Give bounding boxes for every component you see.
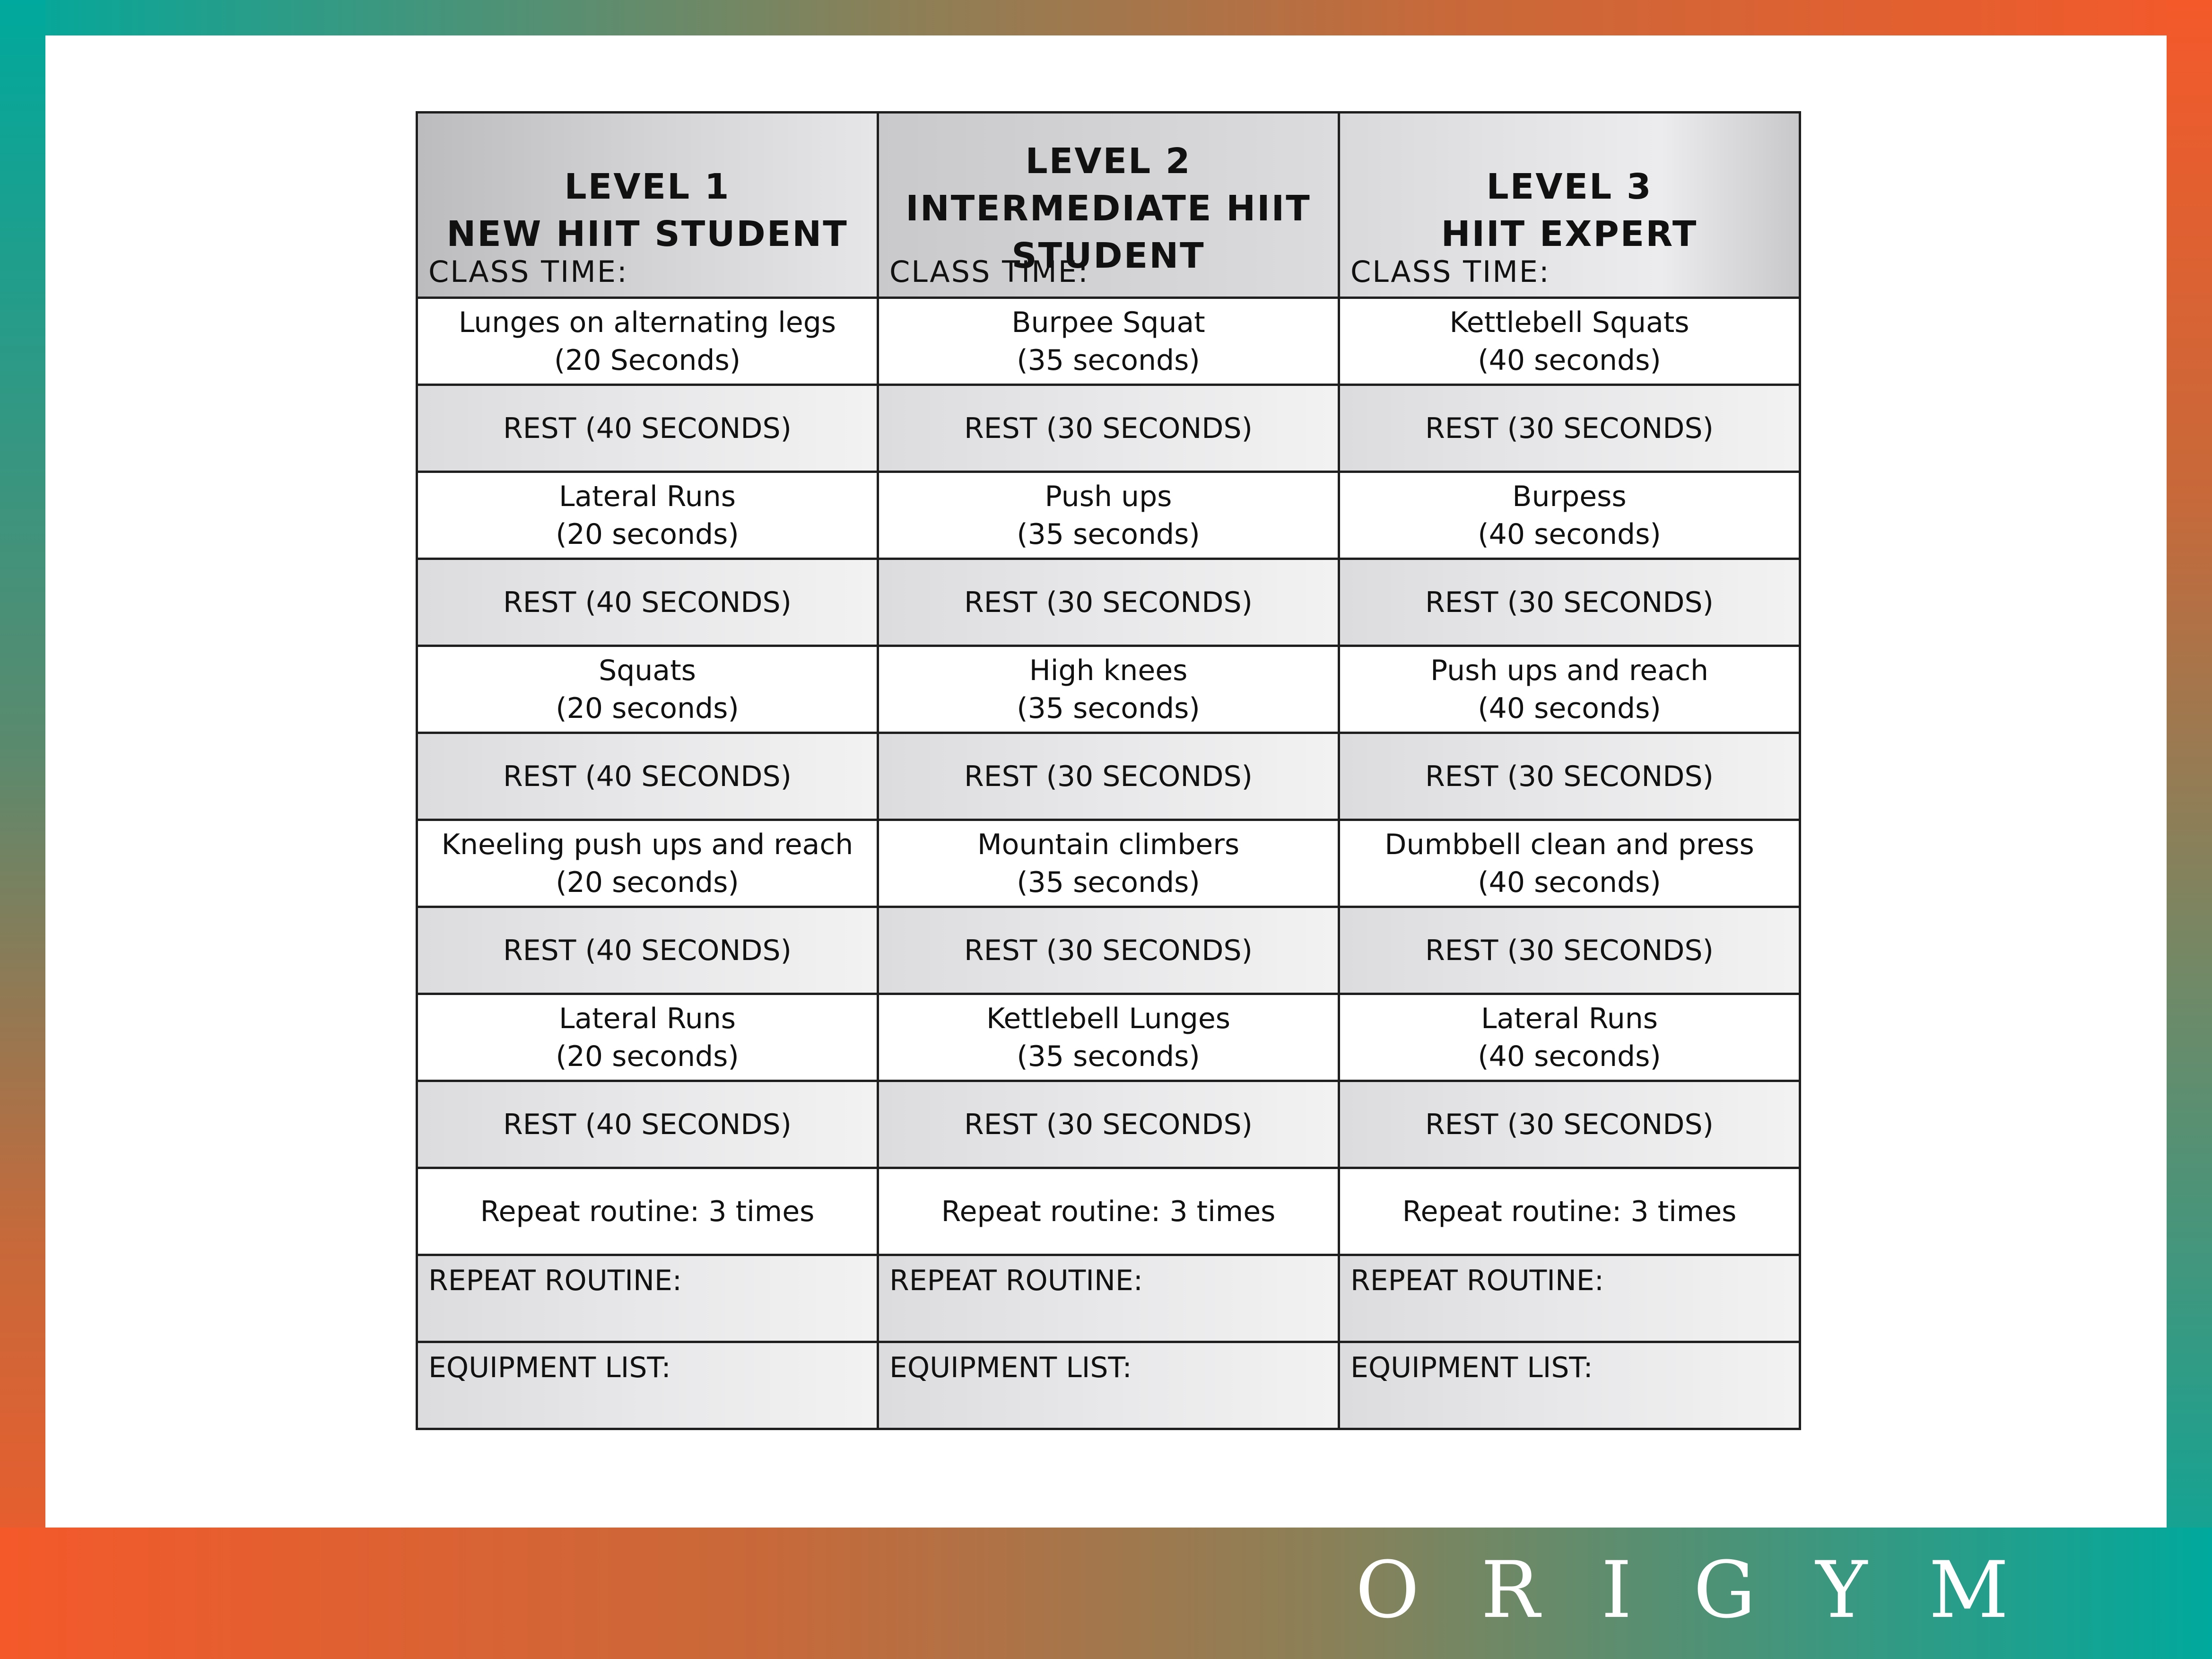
- repeat-routine-label-cell: [878, 1255, 1339, 1342]
- exercise-cell: [1339, 298, 1800, 385]
- header-level-3: [1339, 113, 1800, 298]
- rest-cell: REST (30 SECONDS): [878, 907, 1339, 994]
- rest-cell: REST (40 SECONDS): [417, 559, 878, 646]
- exercise-cell: [417, 820, 878, 907]
- exercise-name: Push ups and reach: [1430, 654, 1708, 687]
- exercise-cell: [1339, 994, 1800, 1081]
- header-title-line: NEW HIIT STUDENT: [446, 213, 848, 254]
- rest-cell: REST (30 SECONDS): [1339, 907, 1800, 994]
- exercise-name: Squats: [599, 654, 696, 687]
- table-row: [417, 820, 1800, 907]
- exercise-duration: (20 seconds): [556, 865, 739, 899]
- exercise-cell: [878, 472, 1339, 559]
- header-title-line: LEVEL 1: [564, 166, 731, 207]
- exercise-name: Lunges on alternating legs: [458, 306, 836, 339]
- exercise-cell: [1339, 646, 1800, 733]
- exercise-name: Kettlebell Squats: [1449, 306, 1689, 339]
- exercise-cell: [417, 646, 878, 733]
- table-row: [417, 907, 1800, 994]
- exercise-duration: (35 seconds): [1017, 343, 1200, 377]
- exercise-duration: (40 seconds): [1478, 865, 1661, 899]
- equipment-list-label: EQUIPMENT LIST:: [428, 1351, 671, 1384]
- table-row: [417, 1168, 1800, 1255]
- repeat-routine-label: REPEAT ROUTINE:: [428, 1264, 682, 1297]
- header-title-line: STUDENT: [1011, 235, 1205, 276]
- exercise-cell: [878, 994, 1339, 1081]
- repeat-cell: Repeat routine: 3 times: [878, 1168, 1339, 1255]
- table-row: [417, 385, 1800, 472]
- exercise-name: Push ups: [1045, 480, 1172, 513]
- gradient-frame-left: [0, 0, 45, 1659]
- exercise-cell: [1339, 472, 1800, 559]
- exercise-duration: (40 seconds): [1478, 691, 1661, 725]
- header-title-line: INTERMEDIATE HIIT: [906, 188, 1311, 229]
- exercise-name: Burpee Squat: [1011, 306, 1205, 339]
- table-row: [417, 646, 1800, 733]
- exercise-duration: (35 seconds): [1017, 865, 1200, 899]
- exercise-duration: (35 seconds): [1017, 517, 1200, 551]
- rest-cell: REST (30 SECONDS): [1339, 385, 1800, 472]
- header-level-2: [878, 113, 1339, 298]
- repeat-routine-label: REPEAT ROUTINE:: [1350, 1264, 1604, 1297]
- rest-cell: REST (40 SECONDS): [417, 733, 878, 820]
- repeat-cell: Repeat routine: 3 times: [1339, 1168, 1800, 1255]
- exercise-cell: [878, 646, 1339, 733]
- table-row: [417, 1255, 1800, 1342]
- repeat-routine-label: REPEAT ROUTINE:: [889, 1264, 1143, 1297]
- header-title-line: LEVEL 2: [1025, 140, 1192, 182]
- header-level-1: [417, 113, 878, 298]
- origym-logo: ORIGYM: [1355, 1545, 2070, 1635]
- rest-cell: REST (30 SECONDS): [1339, 1081, 1800, 1168]
- exercise-cell: [417, 472, 878, 559]
- exercise-duration: (40 seconds): [1478, 343, 1661, 377]
- equipment-list-label: EQUIPMENT LIST:: [1350, 1351, 1593, 1384]
- class-time-label: CLASS TIME:: [428, 254, 628, 289]
- exercise-cell: [878, 820, 1339, 907]
- repeat-routine-label-cell: [1339, 1255, 1800, 1342]
- exercise-name: Kneeling push ups and reach: [441, 828, 853, 861]
- exercise-name: Lateral Runs: [558, 480, 736, 513]
- equipment-list-label-cell: [417, 1342, 878, 1429]
- exercise-name: Lateral Runs: [1480, 1002, 1658, 1035]
- hiit-routine-table: [416, 111, 1801, 1430]
- exercise-name: Kettlebell Lunges: [986, 1002, 1230, 1035]
- exercise-duration: (20 seconds): [556, 1039, 739, 1073]
- exercise-cell: [1339, 820, 1800, 907]
- header-title-line: LEVEL 3: [1486, 166, 1653, 207]
- exercise-duration: (35 seconds): [1017, 691, 1200, 725]
- exercise-name: Dumbbell clean and press: [1385, 828, 1754, 861]
- exercise-duration: (20 seconds): [556, 517, 739, 551]
- equipment-list-label-cell: [878, 1342, 1339, 1429]
- table-row: [417, 1342, 1800, 1429]
- rest-cell: REST (40 SECONDS): [417, 1081, 878, 1168]
- exercise-duration: (40 seconds): [1478, 517, 1661, 551]
- exercise-duration: (40 seconds): [1478, 1039, 1661, 1073]
- exercise-cell: [878, 298, 1339, 385]
- class-time-label: CLASS TIME:: [889, 254, 1089, 289]
- exercise-name: Lateral Runs: [558, 1002, 736, 1035]
- table-row: [417, 472, 1800, 559]
- table-row: [417, 733, 1800, 820]
- rest-cell: REST (30 SECONDS): [1339, 559, 1800, 646]
- exercise-cell: [417, 994, 878, 1081]
- rest-cell: REST (40 SECONDS): [417, 907, 878, 994]
- table-row: [417, 994, 1800, 1081]
- exercise-cell: [417, 298, 878, 385]
- equipment-list-label-cell: [1339, 1342, 1800, 1429]
- repeat-cell: Repeat routine: 3 times: [417, 1168, 878, 1255]
- exercise-duration: (20 Seconds): [554, 343, 741, 377]
- rest-cell: REST (30 SECONDS): [1339, 733, 1800, 820]
- exercise-duration: (20 seconds): [556, 691, 739, 725]
- gradient-frame-right: [2167, 0, 2212, 1659]
- table-row: [417, 1081, 1800, 1168]
- table-row: [417, 298, 1800, 385]
- rest-cell: REST (30 SECONDS): [878, 385, 1339, 472]
- equipment-list-label: EQUIPMENT LIST:: [889, 1351, 1132, 1384]
- rest-cell: REST (30 SECONDS): [878, 1081, 1339, 1168]
- table-row: [417, 559, 1800, 646]
- repeat-routine-label-cell: [417, 1255, 878, 1342]
- exercise-duration: (35 seconds): [1017, 1039, 1200, 1073]
- rest-cell: REST (40 SECONDS): [417, 385, 878, 472]
- class-time-label: CLASS TIME:: [1350, 254, 1550, 289]
- rest-cell: REST (30 SECONDS): [878, 559, 1339, 646]
- exercise-name: Mountain climbers: [977, 828, 1240, 861]
- header-title-line: HIIT EXPERT: [1441, 213, 1698, 254]
- exercise-name: High knees: [1029, 654, 1188, 687]
- exercise-name: Burpess: [1512, 480, 1627, 513]
- table-header-row: [417, 113, 1800, 298]
- rest-cell: REST (30 SECONDS): [878, 733, 1339, 820]
